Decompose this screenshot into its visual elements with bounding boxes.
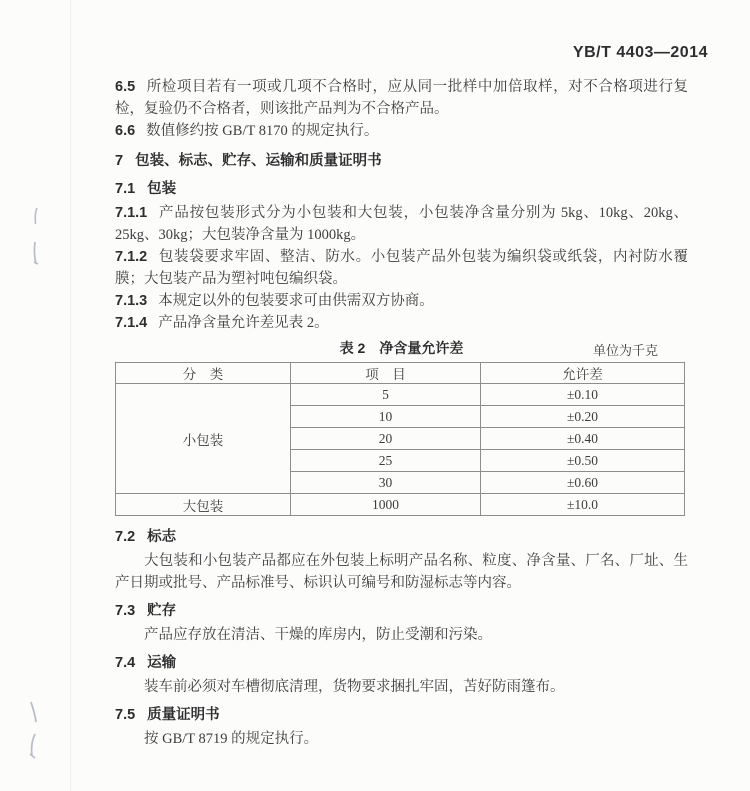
clause-text: 产品按包装形式分为小包装和大包装，小包装净含量分别为 5kg、10kg、20kg、25kg、30kg；大包装净含量为 1000kg。	[115, 205, 688, 243]
table-caption-row	[115, 338, 688, 358]
category-cell-big-package: 大包装	[116, 494, 291, 516]
tolerance-cell: ±0.10	[481, 384, 685, 406]
table-row	[116, 384, 685, 406]
tolerance-cell: ±0.40	[481, 428, 685, 450]
clause-number: 6.5	[115, 79, 136, 95]
table-unit-note: 单位为千克	[592, 343, 658, 358]
clause-7-3-body: 产品应存放在清洁、干燥的库房内，防止受潮和污染。	[144, 627, 492, 643]
category-cell-small-package: 小包装	[116, 384, 291, 494]
clause-6-6	[115, 120, 688, 142]
heading-7-5	[115, 704, 688, 726]
table-caption: 表 2 净含量允许差	[339, 340, 464, 356]
clause-7-4-body: 装车前必须对车槽彻底清理，货物要求捆扎牢固，苫好防雨篷布。	[144, 679, 565, 695]
clause-7-1-4	[115, 312, 688, 334]
tolerance-cell: ±0.20	[481, 406, 685, 428]
pen-mark-icon	[25, 700, 41, 762]
clause-7-1-1	[115, 202, 688, 246]
heading-7-1	[115, 178, 688, 200]
clause-text: 所检项目若有一项或几项不合格时，应从同一批样中加倍取样，对不合格项进行复检，复验仍不合格者，则该批产品判为不合格产品。	[115, 79, 688, 117]
pen-mark-icon	[30, 206, 42, 266]
document-number: YB/T 4403—2014	[572, 44, 708, 61]
clause-text: 包装袋要求牢固、整洁、防水。小包装产品外包装为编织袋或纸袋，内衬防水覆膜；大包装产品为塑衬吨包编织袋。	[115, 249, 688, 287]
clause-number: 7.4	[115, 655, 136, 671]
column-header-category: 分 类	[116, 363, 291, 384]
heading-title: 包装、标志、贮存、运输和质量证明书	[135, 153, 382, 169]
heading-title: 标志	[147, 529, 177, 545]
clause-number: 7.1.1	[115, 205, 148, 221]
clause-number: 7.5	[115, 707, 136, 723]
clause-number: 7.1.3	[115, 293, 148, 309]
item-cell: 5	[291, 384, 481, 406]
clause-text: 产品净含量允许差见表 2。	[158, 315, 329, 331]
table-header-row	[116, 363, 685, 384]
tolerance-cell: ±0.60	[481, 472, 685, 494]
heading-title: 包装	[147, 181, 177, 197]
heading-7-4	[115, 652, 688, 674]
item-cell: 30	[291, 472, 481, 494]
table-row	[116, 494, 685, 516]
item-cell: 20	[291, 428, 481, 450]
clause-number: 7.3	[115, 603, 136, 619]
item-cell: 10	[291, 406, 481, 428]
tolerance-table	[115, 362, 685, 516]
clause-number: 7.1.2	[115, 249, 148, 265]
clause-7-1-2	[115, 246, 688, 290]
clause-number: 6.6	[115, 123, 136, 139]
clause-text: 数值修约按 GB/T 8170 的规定执行。	[146, 123, 379, 139]
heading-7-3	[115, 600, 688, 622]
paper-crease-line	[70, 0, 71, 791]
clause-text: 本规定以外的包装要求可由供需双方协商。	[158, 293, 434, 309]
clause-number: 7.2	[115, 529, 136, 545]
column-header-tolerance: 允许差	[481, 363, 685, 384]
heading-7-2	[115, 526, 688, 548]
clause-number: 7.1	[115, 181, 136, 197]
column-header-item: 项 目	[291, 363, 481, 384]
clause-7-5-body: 按 GB/T 8719 的规定执行。	[144, 731, 319, 747]
heading-7	[115, 150, 688, 172]
clause-6-5	[115, 76, 688, 120]
clause-number: 7.1.4	[115, 315, 148, 331]
clause-7-1-3	[115, 290, 688, 312]
heading-title: 质量证明书	[147, 707, 220, 723]
clause-7-2-body: 大包装和小包装产品都应在外包装上标明产品名称、粒度、净含量、厂名、厂址、生产日期或批号、产品标准号、标识认可编号和防湿标志等内容。	[115, 553, 688, 591]
tolerance-cell: ±10.0	[481, 494, 685, 516]
item-cell: 1000	[291, 494, 481, 516]
heading-title: 贮存	[147, 603, 177, 619]
item-cell: 25	[291, 450, 481, 472]
tolerance-cell: ±0.50	[481, 450, 685, 472]
clause-number: 7	[115, 153, 124, 169]
page-content	[115, 76, 688, 750]
heading-title: 运输	[147, 655, 177, 671]
